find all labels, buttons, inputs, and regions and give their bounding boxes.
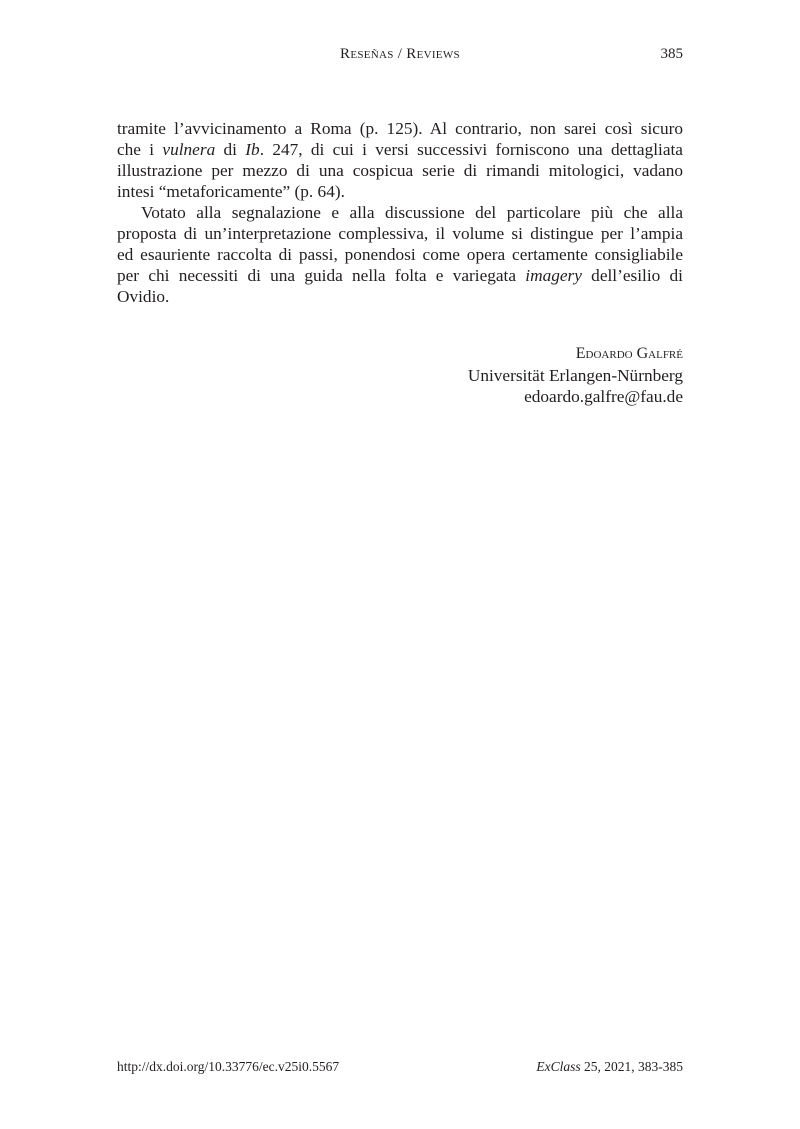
text: Ovidio. xyxy=(117,287,170,306)
text: proposta di un’interpretazione complessiva, il volume si distingue per l’ampia xyxy=(117,224,683,243)
text-line xyxy=(117,160,683,181)
text-line xyxy=(117,286,683,307)
text: che i xyxy=(117,140,163,159)
text-line xyxy=(117,265,683,286)
text: tramite l’avvicinamento a Roma (p. 125). Al contrario, non sarei così sicuro xyxy=(117,119,683,138)
italic-abbreviation: Ib xyxy=(245,140,260,159)
body-text xyxy=(117,118,683,307)
author-name: Edoardo Galfré xyxy=(575,345,683,362)
citation xyxy=(536,1059,683,1075)
page-number: 385 xyxy=(660,46,683,62)
text: . 247, di cui i versi successivi forniscono una dettagliata xyxy=(259,140,683,159)
italic-term: vulnera xyxy=(162,140,216,159)
journal-name: ExClass xyxy=(536,1059,581,1074)
citation-details: 25, 2021, 383-385 xyxy=(580,1059,683,1074)
text: dell’esilio di xyxy=(581,266,683,285)
text: di xyxy=(215,140,246,159)
text: Votato alla segnalazione e alla discussione del particolare più che alla xyxy=(141,203,683,222)
text-line xyxy=(117,118,683,139)
author-signature xyxy=(468,343,683,408)
text-line xyxy=(117,202,683,223)
text-line xyxy=(117,244,683,265)
running-title: Reseñas / Reviews xyxy=(340,46,460,62)
running-header xyxy=(117,46,683,68)
text-line xyxy=(117,181,683,202)
author-affiliation: Universität Erlangen-Nürnberg xyxy=(467,365,683,385)
author-email[interactable]: edoardo.galfre@fau.de xyxy=(524,387,683,406)
text: illustrazione per mezzo di una cospicua serie di rimandi mitologici, vadano xyxy=(117,161,683,180)
text-line xyxy=(117,139,683,160)
text: per chi necessiti di una guida nella folta e variegata xyxy=(117,266,526,285)
text: intesi “metaforicamente” (p. 64). xyxy=(117,182,345,201)
text-line xyxy=(117,223,683,244)
italic-term: imagery xyxy=(525,266,582,285)
text: ed esauriente raccolta di passi, ponendosi come opera certamente consigliabile xyxy=(117,245,683,264)
doi-link[interactable]: http://dx.doi.org/10.33776/ec.v25i0.5567 xyxy=(117,1059,340,1074)
